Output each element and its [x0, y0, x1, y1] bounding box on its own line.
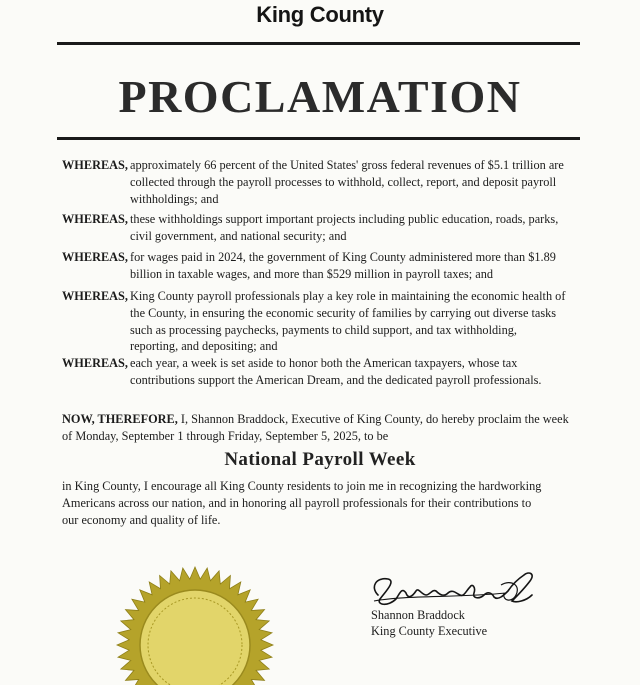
organization-name: King County	[256, 2, 384, 27]
gold-seal-icon	[110, 535, 280, 685]
proclamation-keyword: NOW, THEREFORE,	[62, 412, 178, 426]
top-rule	[57, 42, 580, 45]
page-title: PROCLAMATION	[118, 71, 522, 122]
whereas-clause	[62, 355, 567, 389]
whereas-text: these withholdings support important projects including public education, roads, parks, civil government, and national security; and	[130, 212, 559, 243]
whereas-keyword: WHEREAS,	[62, 250, 128, 264]
whereas-keyword: WHEREAS,	[62, 356, 128, 370]
whereas-clause	[62, 211, 567, 245]
event-name: National Payroll Week	[224, 449, 416, 470]
bottom-rule	[57, 137, 580, 140]
whereas-clause	[62, 157, 567, 207]
whereas-keyword: WHEREAS,	[62, 212, 128, 226]
signer-name: Shannon Braddock	[371, 608, 465, 622]
whereas-clause	[62, 288, 567, 355]
whereas-text: for wages paid in 2024, the government of King County administered more than $1.89 billion in taxable wages, and more than $529 million in payroll taxes; and	[130, 250, 556, 281]
whereas-text: approximately 66 percent of the United States' gross federal revenues of $5.1 trillion are collected through the payroll processes to withhold, collect, report, and deposit payroll withholdings; and	[130, 158, 564, 206]
whereas-keyword: WHEREAS,	[62, 289, 128, 303]
proclamation-text: I, Shannon Braddock, Executive of King County, do hereby proclaim the week of Monday, September 1 through Friday, September 5, 2025, to be	[62, 412, 569, 443]
whereas-clause	[62, 249, 567, 283]
signer-title: King County Executive	[371, 624, 488, 638]
whereas-text: each year, a week is set aside to honor both the American taxpayers, whose tax contributions support the American Dream, and the dedicated payroll professionals.	[130, 356, 542, 387]
closing-text: in King County, I encourage all King County residents to join me in recognizing the hardworking Americans across our nation, and in honoring all payroll professionals for their contributions to our economy and quality of life.	[62, 479, 542, 527]
proclamation-statement	[62, 411, 572, 445]
whereas-keyword: WHEREAS,	[62, 158, 128, 172]
whereas-text: King County payroll professionals play a key role in maintaining the economic health of the County, in ensuring the economic security of families by carrying out diverse tasks such as processing paychecks, payments to child support, and tax withholding, reporting, and depositing; and	[130, 289, 566, 354]
